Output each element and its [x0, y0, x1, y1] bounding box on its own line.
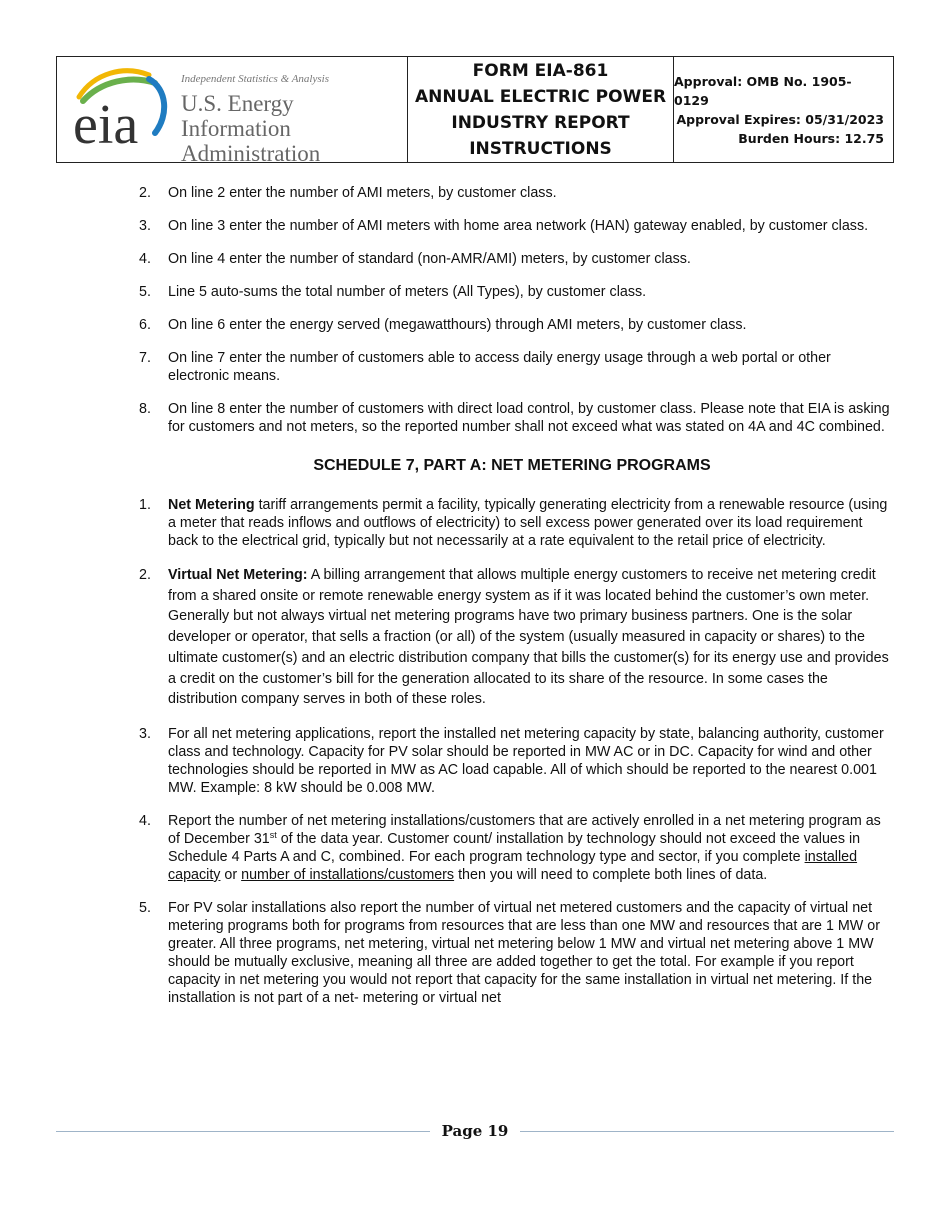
eia-logo [69, 63, 179, 155]
logo-wordmark: eia [73, 94, 139, 155]
list-item: 5. Line 5 auto-sums the total number of meters (All Types), by customer class. [139, 284, 647, 300]
list-item-net-metering: 1. Net Metering tariff arrangements permit a facility, typically generating electricity from a renewable resource (using a meter that reads inflows and outflows of electricity) to sell excess power generated over its load requirement back to the electrical grid, typically but not necessarily at a rate equivalent to the retail price of electricity. [139, 497, 888, 549]
form-title [408, 57, 674, 162]
list-item: 3. On line 3 enter the number of AMI meters with home area network (HAN) gateway enabled, by customer class. [139, 218, 869, 234]
agency-logo-cell [57, 57, 408, 166]
list-item-virtual-net-metering: 2. Virtual Net Metering: A billing arrangement that allows multiple energy customers to receive net metering credit from a shared onsite or remote renewable energy system as if it was located behind the customer’s own meter. Generally but not always virtual net metering programs have two primary business partners. One is the solar developer or operator, that sells a fraction (or all) of the system (usually measured in capacity or shares) to the ultimate customer(s) and an electric distribution company that bills the customer(s) for its energy use and provides a credit on the customer’s bill for the generation allocated to its share of the resource. In some cases the distribution company serves in both of these roles. [139, 567, 889, 708]
list-item: 7. On line 7 enter the number of customers able to access daily energy usage through a web portal or other electronic means. [139, 350, 831, 384]
list-item-capacity: 3. For all net metering applications, report the installed net metering capacity by state, balancing authority, customer class and technology. Capacity for PV solar should be reported in MW AC or in DC. Capacity for wind and other technologies should be reported in MW as AC load capable. All of which should be reported to the nearest 0.001 MW. Example: 8 kW should be 0.008 MW. [139, 725, 884, 796]
instruction-list-b [139, 496, 895, 1007]
list-item-installations: 4. Report the number of net metering installations/customers that are actively enrolled in a net metering program as of December 31st of the data year. Customer count/ installation by technology should not exceed the values in Schedule 4 Parts A and C, combined. For each program technology type and sector, if you complete installed capacity or number of installations/customers then you will need to complete both lines of data. [139, 812, 881, 883]
agency-name [181, 91, 407, 166]
list-item: 6. On line 6 enter the energy served (megawatthours) through AMI meters, by customer class. [139, 317, 747, 333]
approval-info [674, 57, 893, 162]
burden-hours: Burden Hours: 12.75 [738, 130, 884, 146]
list-item-pv-solar: 5. For PV solar installations also report the number of virtual net metered customers and the capacity of virtual net metering programs both for programs from resources that are less than one MW and resources that are 1 MW or greater. All three programs, net metering, virtual net metering below 1 MW and virtual net metering above 1 MW should be mutually exclusive, meaning all three are added together to get the total. For example if you report capacity in net metering you would not report that capacity for the same installation in virtual net metering. If the installation is not part of a net- metering or virtual net [139, 899, 880, 1006]
approval-expires: Approval Expires: 05/31/2023 [676, 111, 884, 127]
page-body [139, 184, 895, 1022]
term-virtual-net-metering: Virtual Net Metering: [168, 567, 308, 583]
approval-omb: Approval: OMB No. 1905-0129 [674, 73, 852, 108]
instruction-list-a [139, 184, 895, 436]
list-item: 4. On line 4 enter the number of standard (non-AMR/AMI) meters, by customer class. [139, 251, 691, 267]
list-item: 2. On line 2 enter the number of AMI meters, by customer class. [139, 185, 557, 201]
form-title-line1: FORM EIA-861 [472, 60, 609, 81]
agency-name-line2: Administration [181, 141, 321, 166]
installations-ref: number of installations/customers [241, 866, 455, 883]
page-number: Page 19 [430, 1122, 521, 1140]
section-heading: SCHEDULE 7, PART A: NET METERING PROGRAMS [313, 457, 711, 474]
page-footer [56, 1120, 894, 1144]
installed-capacity-ref: installed capacity [168, 848, 858, 883]
term-net-metering: Net Metering [168, 497, 255, 513]
list-item: 8. On line 8 enter the number of customers with direct load control, by customer class. Please note that EIA is asking for customers and not meters, so the reported number shall not exceed what was stated on 4A and 4C combined. [139, 401, 890, 435]
agency-name-line1: U.S. Energy Information [181, 91, 294, 141]
form-header [56, 56, 894, 166]
agency-tagline: Independent Statistics & Analysis [181, 73, 329, 85]
form-title-line3: INDUSTRY REPORT [451, 112, 630, 133]
form-title-line4: INSTRUCTIONS [469, 138, 612, 159]
form-title-line2: ANNUAL ELECTRIC POWER [414, 86, 667, 107]
